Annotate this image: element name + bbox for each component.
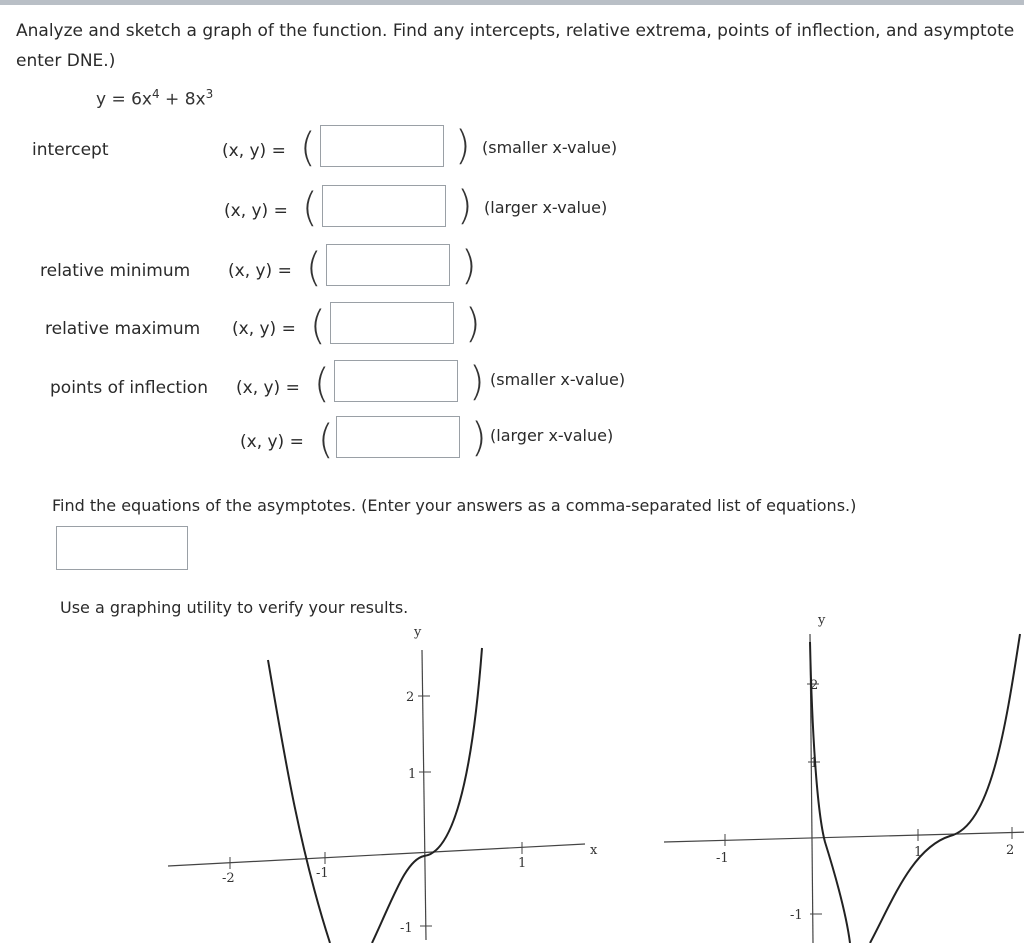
inflection-2-open-paren: (	[318, 417, 334, 463]
graph-left-y-tick-label-2: 2	[406, 690, 415, 705]
graph-right-x-tick-label-p2: 2	[1006, 843, 1015, 858]
inflection-2-close-paren: )	[471, 415, 487, 461]
inflection-2-input[interactable]	[336, 416, 460, 458]
graph-right-y-tick-label-n1: -1	[790, 908, 803, 923]
intercept-2-open-paren: (	[302, 185, 318, 231]
verify-instruction: Use a graphing utility to verify your results.	[60, 598, 409, 617]
inflection-1-open-paren: (	[314, 361, 330, 407]
function-expression	[96, 87, 213, 110]
inflection-1-input[interactable]	[334, 360, 458, 402]
intercept-2-close-paren: )	[457, 183, 473, 229]
graph-right-curve	[810, 634, 1020, 943]
graph-left-x-axis-letter: x	[590, 843, 598, 858]
problem-prompt	[16, 16, 1014, 76]
relative-maximum-close-paren: )	[465, 301, 481, 347]
inflection-1-xy-label: (x, y) =	[236, 378, 300, 398]
intercept-label: intercept	[32, 140, 109, 160]
asymptotes-question: Find the equations of the asymptotes. (Enter your answers as a comma-separated list of equations.)	[52, 496, 857, 515]
graph-left-y-axis	[422, 650, 426, 940]
points-of-inflection-label: points of inflection	[50, 378, 208, 398]
graph-left[interactable]	[150, 620, 610, 936]
intercept-1-open-paren: (	[300, 125, 316, 171]
top-bar	[0, 0, 1024, 5]
relative-maximum-input[interactable]	[330, 302, 454, 344]
intercept-2-input[interactable]	[322, 185, 446, 227]
prompt-line-2: enter DNE.)	[16, 51, 116, 71]
intercept-1-input[interactable]	[320, 125, 444, 167]
graph-right-y-tick-label-1: 1	[810, 756, 819, 771]
relative-minimum-close-paren: )	[461, 243, 477, 289]
function-mid: + 8x	[159, 89, 206, 110]
graph-right-x-tick-label-p1: 1	[914, 845, 923, 860]
relative-maximum-open-paren: (	[310, 303, 326, 349]
function-lhs: y = 6x	[96, 89, 152, 110]
graph-right[interactable]	[660, 612, 1024, 922]
inflection-2-note: (larger x-value)	[490, 426, 614, 445]
function-exp-2: 3	[205, 87, 214, 101]
function-exp-1: 4	[152, 87, 160, 101]
graph-left-curve	[268, 648, 482, 943]
relative-minimum-open-paren: (	[306, 245, 322, 291]
relative-maximum-xy-label: (x, y) =	[232, 319, 296, 339]
inflection-2-xy-label: (x, y) =	[240, 432, 304, 452]
inflection-1-note: (smaller x-value)	[490, 370, 626, 389]
intercept-2-note: (larger x-value)	[484, 198, 608, 217]
graph-left-x-tick-label-n2: -2	[222, 871, 235, 886]
prompt-line-1: Analyze and sketch a graph of the function. Find any intercepts, relative extrema, points of inflection, and asymptote	[16, 21, 1015, 41]
inflection-1-close-paren: )	[469, 359, 485, 405]
relative-minimum-xy-label: (x, y) =	[228, 261, 292, 281]
graph-left-y-tick-label-1: 1	[408, 767, 417, 782]
graph-left-x-tick-label-n1: -1	[316, 866, 329, 881]
graph-right-y-tick-label-2: 2	[810, 678, 819, 693]
relative-minimum-label: relative minimum	[40, 261, 191, 281]
intercept-1-xy-label: (x, y) =	[222, 141, 286, 161]
intercept-1-note: (smaller x-value)	[482, 138, 618, 157]
intercept-1-close-paren: )	[455, 123, 471, 169]
graph-left-y-tick-label-n1: -1	[400, 921, 413, 936]
relative-minimum-input[interactable]	[326, 244, 450, 286]
graph-left-y-axis-letter: y	[414, 625, 422, 640]
graph-right-x-axis	[664, 832, 1024, 842]
graph-right-y-axis-letter: y	[818, 613, 826, 628]
graph-left-x-tick-label-p1: 1	[518, 856, 527, 871]
intercept-2-xy-label: (x, y) =	[224, 201, 288, 221]
relative-maximum-label: relative maximum	[45, 319, 201, 339]
graph-right-x-tick-label-n1: -1	[716, 851, 729, 866]
asymptotes-input[interactable]	[56, 526, 188, 570]
